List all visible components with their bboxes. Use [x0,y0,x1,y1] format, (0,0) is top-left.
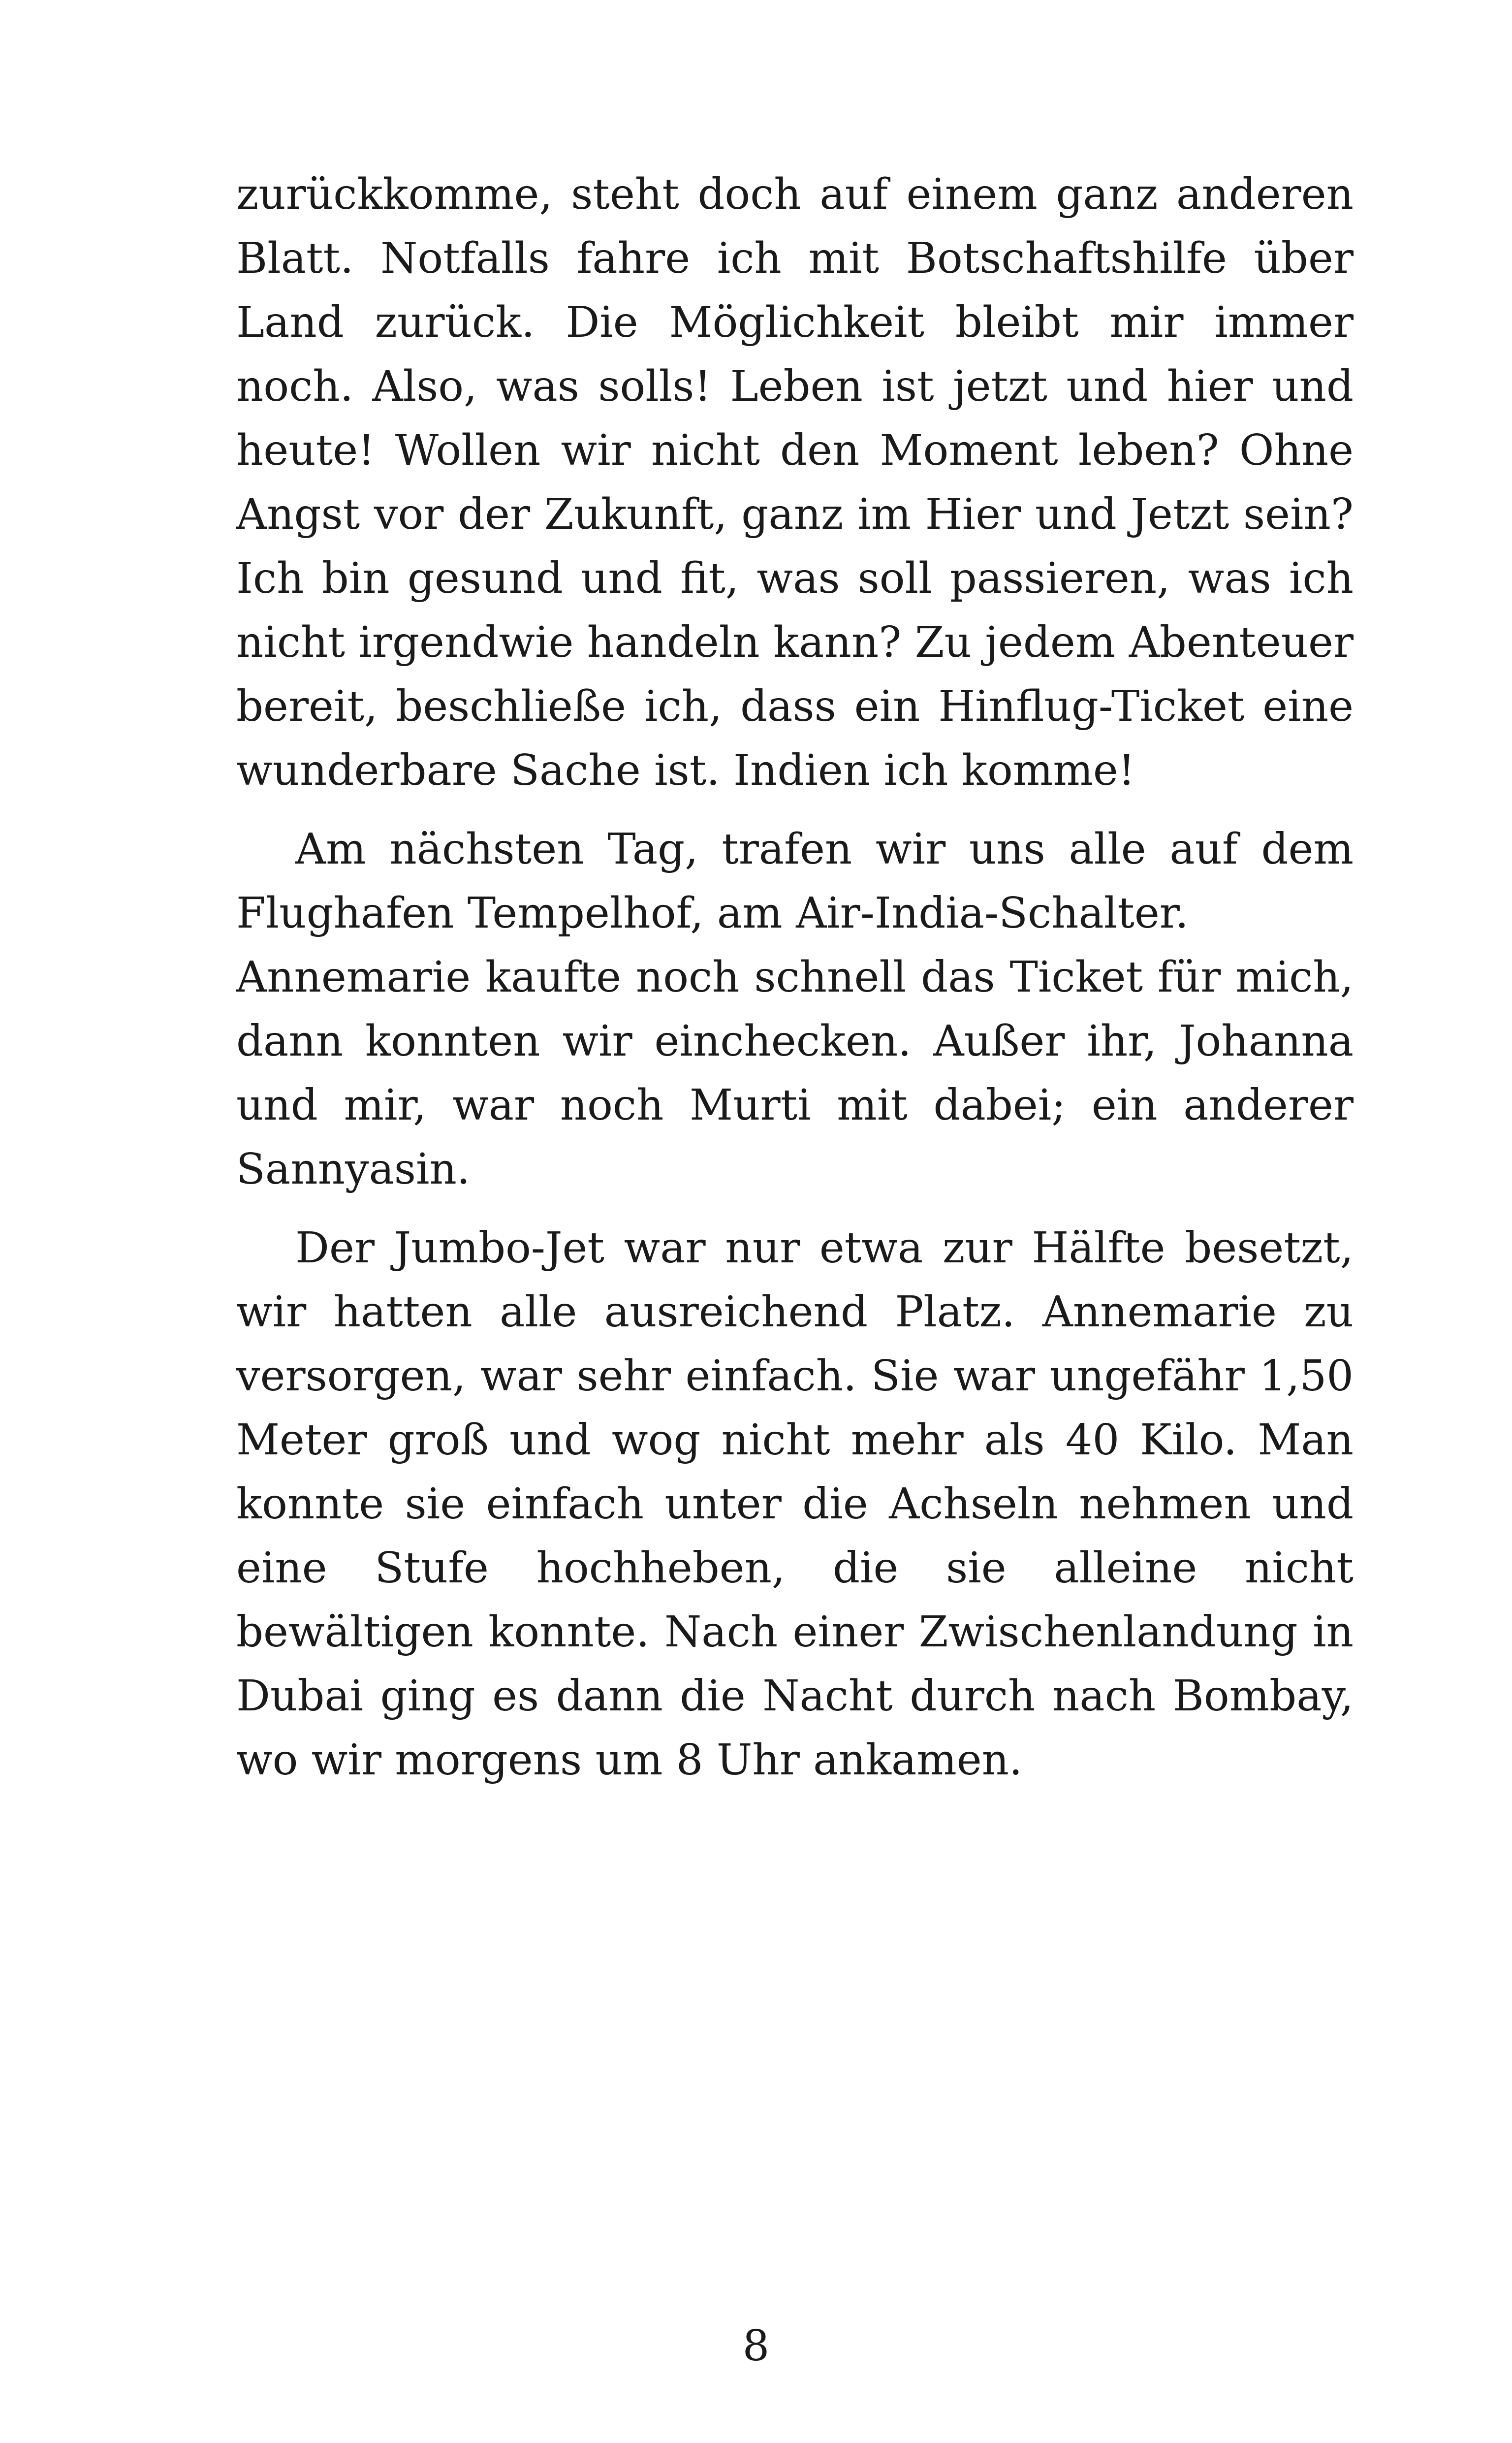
paragraph-4: Der Jumbo-Jet war nur etwa zur Hälfte besetzt, wir hatten alle ausreichend Platz. Annemarie zu versorgen, war sehr einfach. Sie war ungefähr 1,50 Meter groß und wog nicht mehr als 40 Kilo. Man konnte sie einfach unter die Achseln nehmen und eine Stufe hochheben, die sie alleine nicht bewältigen konnte. Nach einer Zwischenlandung in Dubai ging es dann die Nacht durch nach Bombay, wo wir morgens um 8 Uhr ankamen. [236,1223,1354,1785]
page-number: 8 [742,2321,770,2371]
paragraph-2: Am nächsten Tag, trafen wir uns alle auf dem Flughafen Tempelhof, am Air-India-Schalter. [236,825,1354,938]
body-text [236,162,1354,1792]
paragraph-1: zurückkomme, steht doch auf einem ganz anderen Blatt. Notfalls fahre ich mit Botschaftshilfe über Land zurück. Die Möglichkeit bleibt mir immer noch. Also, was solls! Leben ist jetzt und hier und heute! Wollen wir nicht den Moment leben? Ohne Angst vor der Zukunft, ganz im Hier und Jetzt sein? Ich bin gesund und fit, was soll passieren, was ich nicht irgendwie handeln kann? Zu jedem Abenteuer bereit, beschließe ich, dass ein Hinflug-Ticket eine wunderbare Sache ist. Indien ich komme! [236,170,1354,795]
paragraph-3: Annemarie kaufte noch schnell das Ticket für mich, dann konnten wir einchecken. Außer ihr, Johanna und mir, war noch Murti mit dabei; ein anderer Sannyasin. [236,953,1354,1194]
